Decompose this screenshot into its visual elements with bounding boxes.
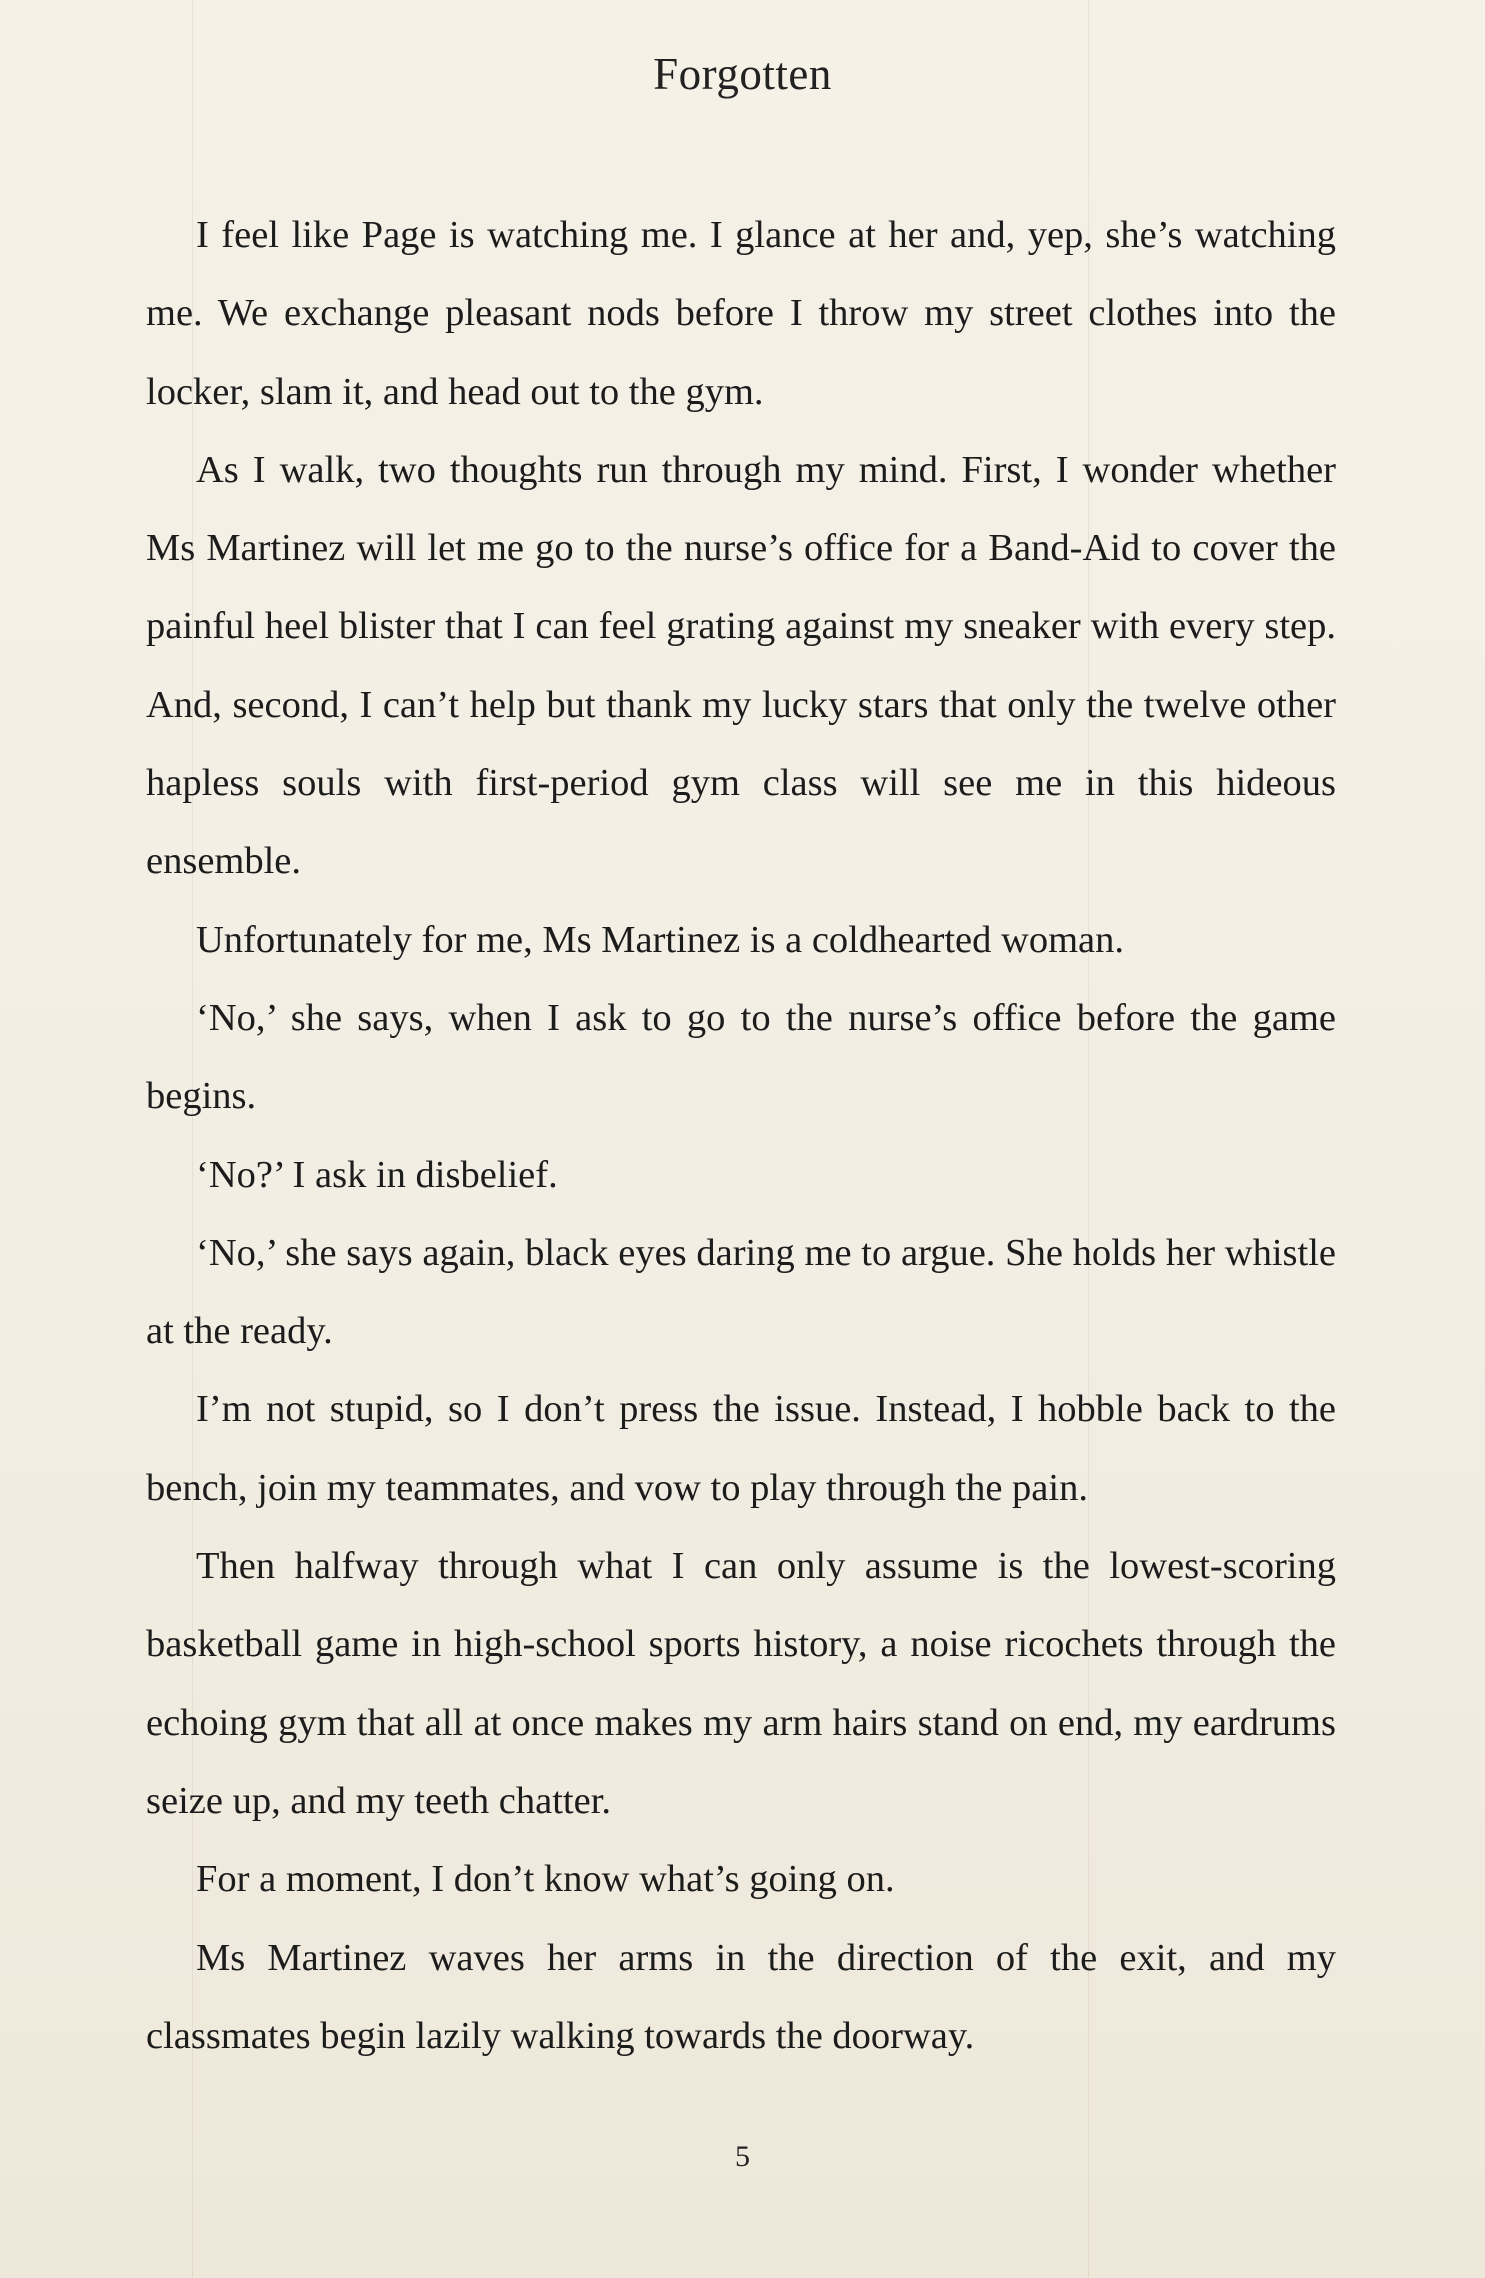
paragraph: As I walk, two thoughts run through my mind. First, I wonder whether Ms Martinez will let me go to the nurse’s office for a Band-Aid to cover the painful heel blister that I can feel grating against my sneaker with every step. And, second, I can’t help but thank my lucky stars that only the twelve other hapless souls with first-period gym class will see me in this hideous ensemble.	[146, 448, 1336, 883]
paragraph: I’m not stupid, so I don’t press the issue. Instead, I hobble back to the bench, join my teammates, and vow to play through the pain.	[146, 1388, 1336, 1509]
paragraph: Unfortunately for me, Ms Martinez is a coldhearted woman.	[196, 918, 1124, 961]
body-text	[146, 196, 1336, 2075]
paragraph: ‘No,’ she says, when I ask to go to the nurse’s office before the game begins.	[146, 996, 1336, 1118]
paragraph: ‘No,’ she says again, black eyes daring me to argue. She holds her whistle at the ready.	[146, 1231, 1336, 1353]
running-head: Forgotten	[653, 49, 832, 99]
paragraph: ‘No?’ I ask in disbelief.	[196, 1153, 558, 1196]
paragraph: Ms Martinez waves her arms in the direction of the exit, and my classmates begin lazily walking towards the doorway.	[146, 1936, 1336, 2057]
paragraph: Then halfway through what I can only assume is the lowest-scoring basketball game in high-school sports history, a noise ricochets through the echoing gym that all at once makes my arm hairs stand on end, my eardrums seize up, and my teeth chatter.	[146, 1545, 1336, 1822]
paragraph: For a moment, I don’t know what’s going on.	[196, 1858, 895, 1901]
paragraph: I feel like Page is watching me. I glance at her and, yep, she’s watching me. We exchange pleasant nods before I throw my street clothes into the locker, slam it, and head out to the gym.	[146, 214, 1336, 413]
page-number: 5	[735, 2140, 750, 2173]
